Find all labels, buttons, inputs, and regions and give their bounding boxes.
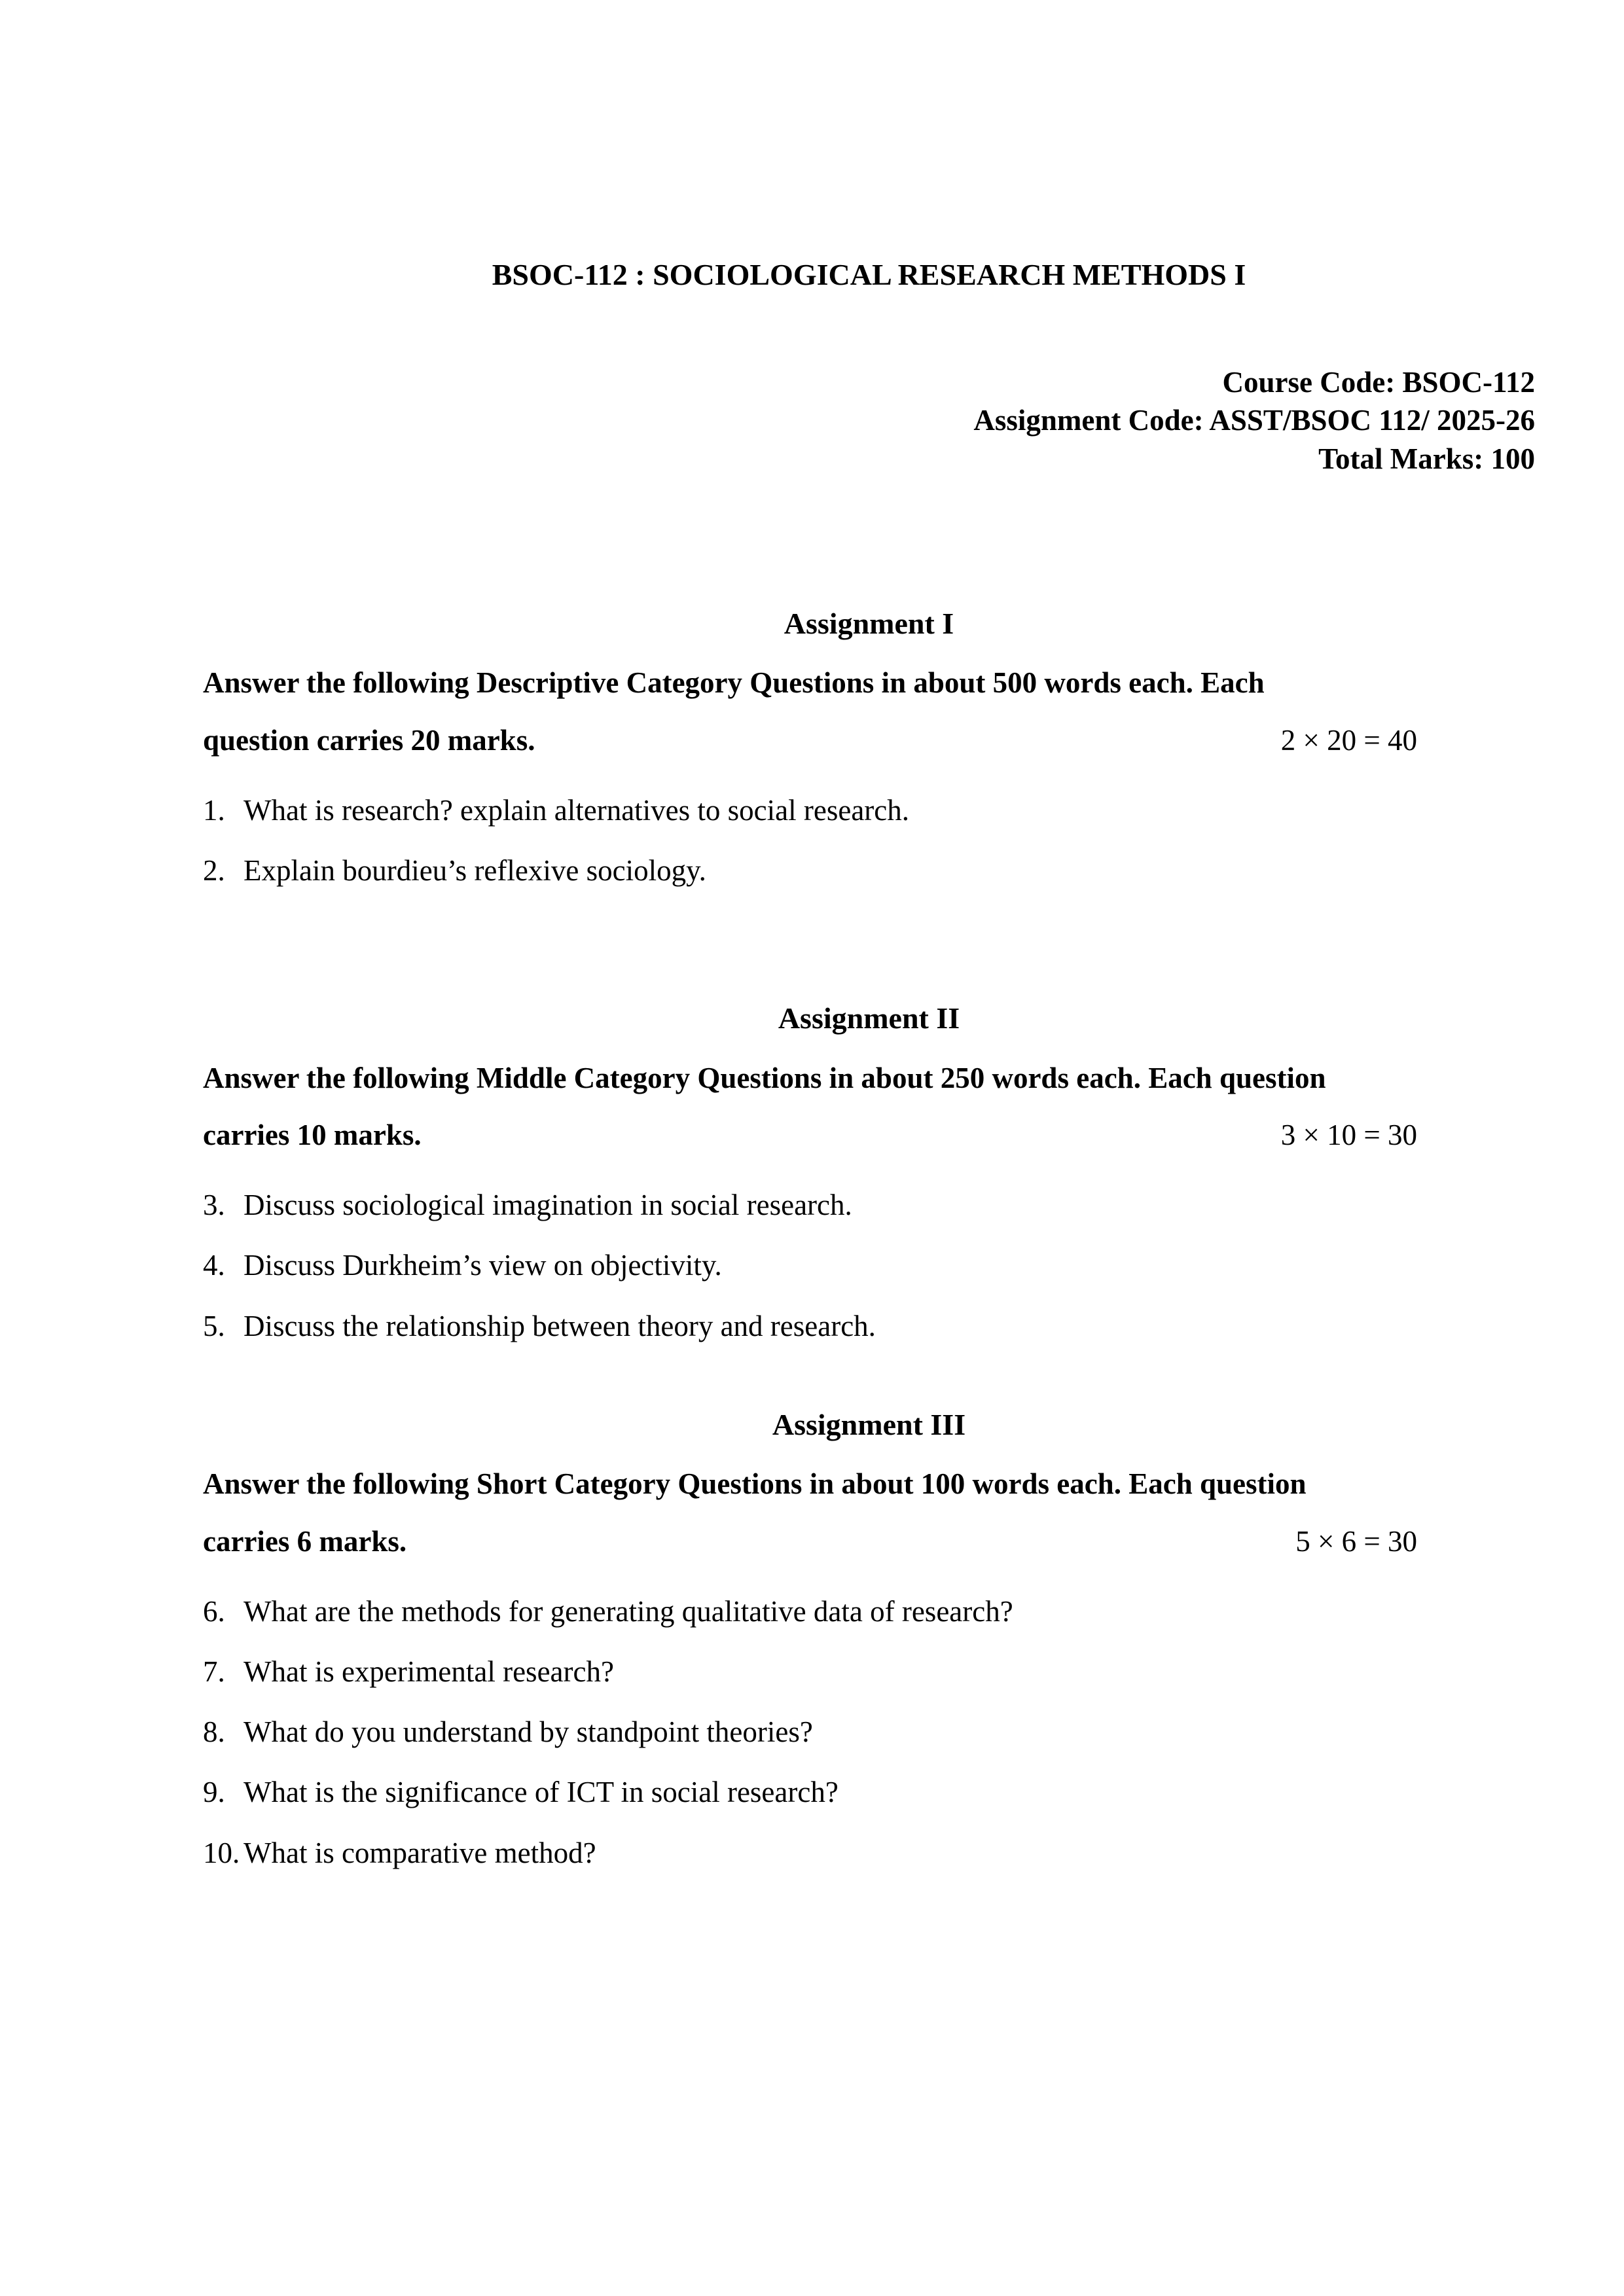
question-item [203, 1771, 1535, 1814]
assignment-3-questions [203, 1590, 1535, 1874]
question-item [203, 1244, 1535, 1287]
question-text: Explain bourdieu’s reflexive sociology. [244, 854, 706, 888]
question-item [203, 1651, 1535, 1693]
course-info-block [203, 363, 1535, 478]
instruction-line-2: carries 6 marks. [203, 1524, 407, 1558]
question-text: What is research? explain alternatives to social research. [244, 793, 910, 827]
instruction-line-2-row [203, 712, 1535, 770]
question-number: 5. [203, 1309, 225, 1342]
instruction-line-1: Answer the following Descriptive Category Questions in about 500 words each. Each [203, 666, 1265, 700]
instruction-line-1: Answer the following Short Category Questions in about 100 words each. Each question [203, 1467, 1307, 1501]
question-text: What is comparative method? [244, 1836, 596, 1869]
question-number: 3. [203, 1189, 225, 1222]
question-text: Discuss Durkheim’s view on objectivity. [244, 1249, 722, 1282]
question-number: 8. [203, 1715, 225, 1749]
assignment-section-3 [203, 1407, 1535, 1874]
assignment-code-line: Assignment Code: ASST/BSOC 112/ 2025-26 [973, 404, 1535, 437]
question-item [203, 850, 1535, 892]
question-text: What is the significance of ICT in social research? [244, 1776, 839, 1809]
marks-formula: 5 × 6 = 30 [1295, 1524, 1417, 1558]
marks-formula: 2 × 20 = 40 [1280, 724, 1417, 757]
assignment-1-heading: Assignment I [784, 607, 954, 641]
assignment-2-questions [203, 1184, 1535, 1348]
assignment-section-1 [203, 605, 1535, 892]
total-marks-line: Total Marks: 100 [1318, 442, 1535, 475]
assignment-2-heading: Assignment II [778, 1001, 960, 1035]
question-item [203, 789, 1535, 832]
instruction-line-2: question carries 20 marks. [203, 724, 535, 757]
assignment-2-instruction [203, 1050, 1535, 1165]
question-number: 10. [203, 1836, 240, 1869]
question-text: Discuss the relationship between theory and research. [244, 1309, 876, 1342]
instruction-line-2-row [203, 1107, 1535, 1164]
question-text: What is experimental research? [244, 1655, 614, 1688]
question-number: 4. [203, 1249, 225, 1282]
question-item [203, 1184, 1535, 1227]
instruction-line-2-row [203, 1513, 1535, 1571]
question-text: What are the methods for generating qualitative data of research? [244, 1594, 1013, 1628]
question-number: 1. [203, 793, 225, 827]
question-number: 6. [203, 1594, 225, 1628]
question-item [203, 1305, 1535, 1348]
assignment-3-heading: Assignment III [772, 1407, 966, 1441]
assignment-3-instruction [203, 1456, 1535, 1571]
marks-formula: 3 × 10 = 30 [1280, 1119, 1417, 1152]
question-text: What do you understand by standpoint theories? [244, 1715, 813, 1749]
assignment-1-questions [203, 789, 1535, 893]
question-item [203, 1832, 1535, 1874]
question-item [203, 1590, 1535, 1633]
question-item [203, 1711, 1535, 1753]
document-title: BSOC-112 : SOCIOLOGICAL RESEARCH METHODS I [492, 258, 1246, 291]
question-text: Discuss sociological imagination in social research. [244, 1189, 852, 1222]
instruction-line-1: Answer the following Middle Category Questions in about 250 words each. Each question [203, 1061, 1326, 1094]
instruction-line-2: carries 10 marks. [203, 1119, 422, 1152]
question-number: 7. [203, 1655, 225, 1688]
question-number: 9. [203, 1776, 225, 1809]
course-code-line: Course Code: BSOC-112 [1222, 365, 1535, 399]
assignment-section-2 [203, 1000, 1535, 1347]
assignment-1-instruction [203, 655, 1535, 770]
question-number: 2. [203, 854, 225, 888]
